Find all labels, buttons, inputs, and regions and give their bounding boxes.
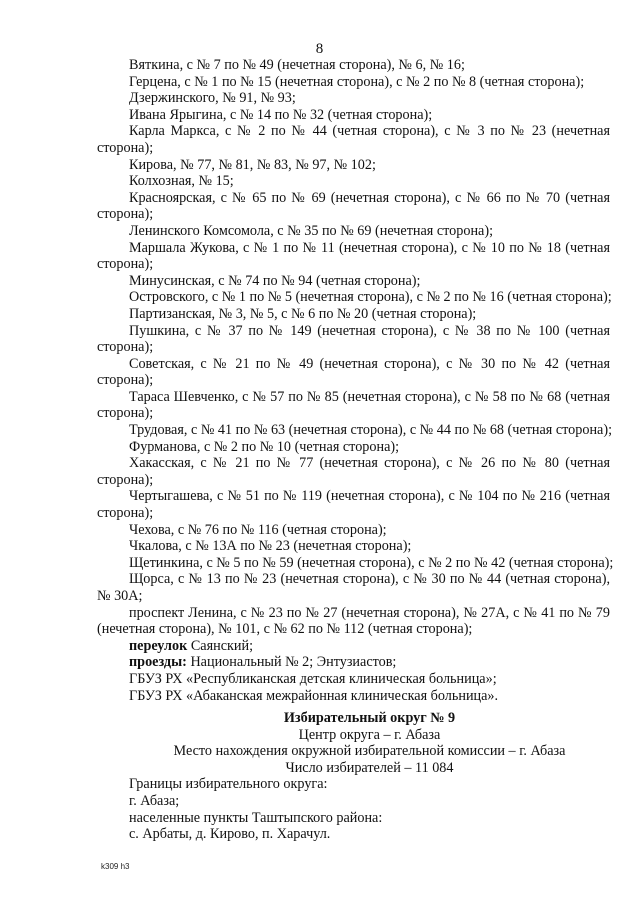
page-number: 8 [315,41,324,57]
street-entry: Партизанская, № 3, № 5, с № 6 по № 20 (четная сторона); [129,305,477,322]
district-city: г. Абаза; [129,792,180,809]
district-borders-label: Границы избирательного округа: [129,776,328,793]
street-entry: Щетинкина, с № 5 по № 59 (нечетная сторона), с № 2 по № 42 (четная сторона); [129,554,614,571]
footer-code: k309 h3 [101,862,130,871]
street-entry: Колхозная, № 15; [129,173,234,190]
street-entry: Фурманова, с № 2 по № 10 (четная сторона); [129,438,400,455]
institution-entry: ГБУЗ РХ «Абаканская межрайонная клиническая больница». [129,687,499,704]
street-entry: Кирова, № 77, № 81, № 83, № 97, № 102; [129,156,376,173]
street-entry: Маршала Жукова, с № 1 по № 11 (нечетная сторона), с № 10 по № 18 (четная сторона); [97,239,610,273]
street-entry: Вяткина, с № 7 по № 49 (нечетная сторона), № 6, № 16; [129,57,465,73]
street-entry: Советская, с № 21 по № 49 (нечетная сторона), с № 30 по № 42 (четная сторона); [97,355,610,389]
street-entry: Карла Маркса, с № 2 по № 44 (четная сторона), с № 3 по № 23 (нечетная сторона); [97,123,610,156]
electoral-district-section [97,710,610,843]
district-commission: Место нахождения окружной избирательной комиссии – г. Абаза [173,743,566,760]
lane-text: Саянский; [187,637,254,654]
street-entry: Островского, с № 1 по № 5 (нечетная сторона), с № 2 по № 16 (четная сторона); [129,289,612,306]
district-settlements-label: населенные пункты Таштыпского района: [129,809,383,826]
street-entry: Тараса Шевченко, с № 57 по № 85 (нечетная сторона), с № 58 по № 68 (четная сторона); [97,388,610,422]
street-entry: Дзержинского, № 91, № 93; [129,90,296,107]
institution-entry: ГБУЗ РХ «Республиканская детская клиническая больница»; [129,670,497,687]
street-entry: проспект Ленина, с № 23 по № 27 (нечетная сторона), № 27А, с № 41 по № 79 (нечетная сторона), № 101, с № 62 по № 112 (четная сторона); [97,604,610,638]
passages-entry [97,654,610,671]
district-voters: Число избирателей – 11 084 [285,759,454,776]
street-list [97,57,614,704]
street-entry: Чкалова, с № 13А по № 23 (нечетная сторона); [129,538,412,555]
street-entry: Пушкина, с № 37 по № 149 (нечетная сторона), с № 38 по № 100 (четная сторона); [97,322,610,356]
street-entry: Ленинского Комсомола, с № 35 по № 69 (нечетная сторона); [129,222,494,239]
street-entry: Трудовая, с № 41 по № 63 (нечетная сторона), с № 44 по № 68 (четная сторона); [129,422,613,439]
district-settlements: с. Арбаты, д. Кирово, п. Харачул. [129,826,331,843]
street-entry: Хакасская, с № 21 по № 77 (нечетная сторона), с № 26 по № 80 (четная сторона); [97,455,610,488]
passages-text: Национальный № 2; Энтузиастов; [186,654,397,671]
district-title: Избирательный округ № 9 [283,710,456,726]
street-entry: Чехова, с № 76 по № 116 (четная сторона); [129,521,387,538]
street-entry: Герцена, с № 1 по № 15 (нечетная сторона), с № 2 по № 8 (четная сторона); [129,73,585,90]
lane-entry [97,638,610,655]
street-entry: Щорса, с № 13 по № 23 (нечетная сторона), с № 30 по № 44 (четная сторона), № 30А; [97,571,610,604]
street-entry: Чертыгашева, с № 51 по № 119 (нечетная сторона), с № 104 по № 216 (четная сторона); [97,488,610,522]
district-center: Центр округа – г. Абаза [298,726,441,743]
street-entry: Минусинская, с № 74 по № 94 (четная сторона); [129,272,421,289]
lane-label: переулок [129,637,188,654]
street-entry: Ивана Ярыгина, с № 14 по № 32 (четная сторона); [129,106,433,123]
street-entry: Красноярская, с № 65 по № 69 (нечетная сторона), с № 66 по № 70 (четная сторона); [97,189,610,223]
passages-label: проезды: [129,654,187,671]
